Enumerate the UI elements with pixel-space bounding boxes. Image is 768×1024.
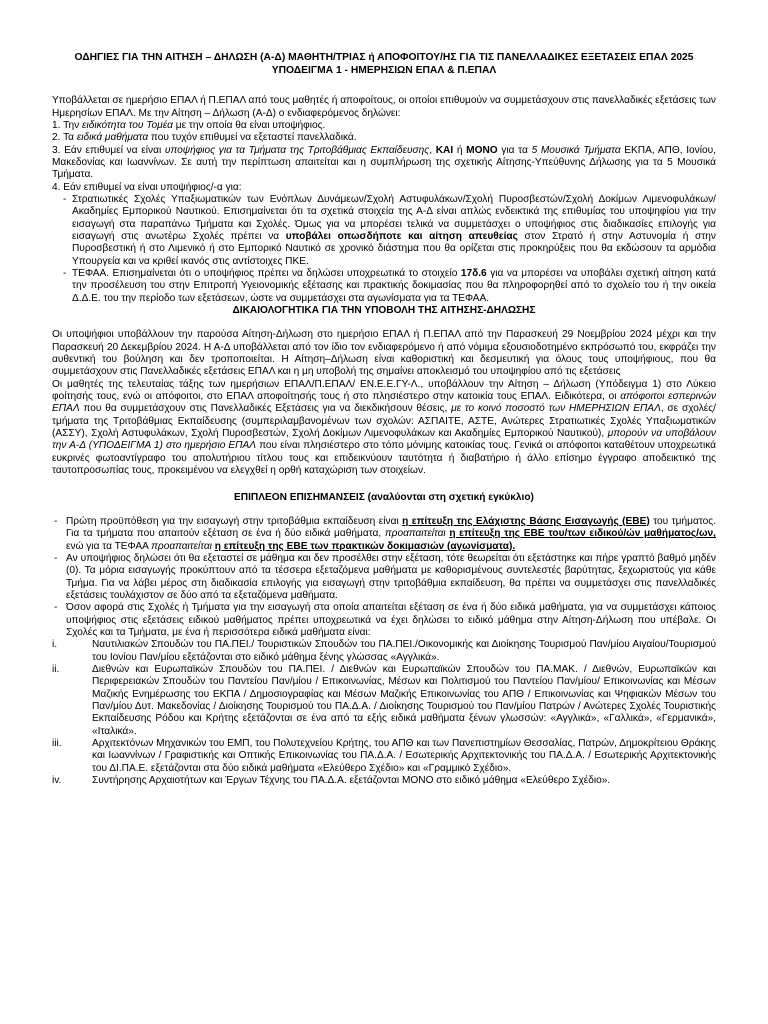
list-item: 2. Τα ειδικά μαθήματα που τυχόν επιθυμεί να εξεταστεί πανελλαδικά. bbox=[52, 132, 357, 144]
candidate-options-list bbox=[52, 194, 716, 305]
list-item: i. Ναυτιλιακών Σπουδών του ΠΑ.ΠΕΙ./ Τουριστικών Σπουδών του ΠΑ.ΠΕΙ./Οικονομικής και Διοίκησης Τουρισμού Παν/μίου Αιγαίου/Τουρισμού του Ιονίου Παν/μίου εξετάζονται στο ειδικό μάθημα ξένης γλώσσας «Αγγλικά». bbox=[52, 639, 716, 663]
declaration-list bbox=[52, 120, 716, 194]
paragraph: Οι υποψήφιοι υποβάλλουν την παρούσα Αίτηση-Δήλωση στο ημερήσιο ΕΠΑΛ ή Π.ΕΠΑΛ από την Παρασκευή 29 Νοεμβρίου 2024 μέχρι και την Παρασκευή 20 Δεκεμβρίου 2024. Η Α-Δ υποβάλλεται από τον ίδιο τον ενδιαφερόμενο ή από νόμιμα εξουσιοδοτημένο εκπρόσωπό του, εκφράζει την αυθεντική του βούληση και δεν τροποποιείται. Η Αίτηση–Δήλωση είναι καθοριστική και δεσμευτική για όλους τους υποψήφιους, που θα συμμετάσχουν στις Πανελλαδικές εξετάσεις ΕΠΑΛ και η μη υποβολή της σημαίνει αποκλεισμό του υποψηφίου από τις εξετάσεις bbox=[52, 329, 716, 378]
list-item: - Στρατιωτικές Σχολές Υπαξιωματικών των Ενόπλων Δυνάμεων/Σχολή Αστυφυλάκων/Σχολή Πυροσβεστών/Σχολή Δοκίμων Λιμενοφυλάκων/Ακαδημίες Εμπορικού Ναυτικού. Επισημαίνεται ότι τα σχετικά στοιχεία της Α-Δ είναι απλώς ενδεικτικά της επιθυμίας του υποψηφίου για την εισαγωγή στα παραπάνω Τμήματα και Σχολές. Όμως για να μπορέσει τελικά να συμμετάσχει ο υποψήφιος στις διαδικασίες επιλογής για εισαγωγή στις ανωτέρω Σχολές πρέπει να υποβάλει οπωσδήποτε και αίτηση απευθείας στον Στρατό ή στην Αστυνομία ή στην Πυροσβεστική ή στο Λιμενικό ή στο Εμπορικό Ναυτικό σε χρονικό διάστημα που θα ορίζεται στις προκηρύξεις που θα εκδώσουν τα αρμόδια Υπουργεία και να κριθεί ικανός στις αντίστοιχες ΠΚΕ. bbox=[52, 194, 716, 268]
list-item: iv. Συντήρησης Αρχαιοτήτων και Έργων Τέχνης του ΠΑ.Δ.Α. εξετάζονται ΜΟΝΟ στο ειδικό μάθημα «Ελεύθερο Σχέδιο». bbox=[52, 775, 611, 787]
section-heading: ΕΠΙΠΛΕΟΝ ΕΠΙΣΗΜΑΝΣΕΙΣ (αναλύονται στη σχετική εγκύκλιο) bbox=[234, 491, 534, 503]
notes-list bbox=[52, 516, 716, 639]
list-item: ii. Διεθνών και Ευρωπαϊκών Σπουδών του ΠΑ.ΠΕΙ. / Διεθνών και Ευρωπαϊκών Σπουδών του ΠΑ.ΜΑΚ. / Διεθνών, Ευρωπαϊκών και Περιφερειακών Σπουδών του Παντείου Παν/μίου / Επικοινωνίας, Μέσων και Πολιτισμού του Παντείου Παν/μίου/ Επικοινωνίας και Μέσων Μαζικής Ενημέρωσης του ΕΚΠΑ / Δημοσιογραφίας και Μέσων Μαζικής Επικοινωνίας του ΑΠΘ / Επικοινωνίας και Ψηφιακών Μέσων του Παν/μίου Δυτ. Μακεδονίας / Διοίκησης Τουρισμού του ΠΑ.Δ.Α. / Διοίκησης Τουρισμού του Παν/μίου Πατρών / Ανώτερες Σχολές Τουριστικής Εκπαίδευσης Ρόδου και Κρήτης εξετάζονται σε ένα από τα εξής ειδικά μαθήματα ξένων γλωσσών: «Αγγλικά», «Γαλλικά», «Γερμανικά», «Ιταλικά». bbox=[52, 663, 716, 737]
list-item: - ΤΕΦΑΑ. Επισημαίνεται ότι ο υποψήφιος πρέπει να δηλώσει υποχρεωτικά το στοιχείο 17δ.6 για να μπορέσει να υποβάλει σχετική αίτηση κατά την προσέλευση του στην Επιτροπή Υγειονομικής εξέτασης και πρακτικής δοκιμασίας που θα πληροφορηθεί από το σχολείο του ή την οικεία Δ.Δ.Ε. του την περίοδο των εξετάσεων, ώστε να συμμετάσχει στα αγωνίσματα για τα ΤΕΦΑΑ. bbox=[52, 268, 716, 305]
document-subtitle: ΥΠΟΔΕΙΓΜΑ 1 - ΗΜΕΡΗΣΙΩΝ ΕΠΑΛ & Π.ΕΠΑΛ bbox=[271, 64, 497, 76]
section-heading: ΔΙΚΑΙΟΛΟΓΗΤΙΚΑ ΓΙΑ ΤΗΝ ΥΠΟΒΟΛΗ ΤΗΣ ΑΙΤΗΣΗΣ-ΔΗΛΩΣΗΣ bbox=[232, 305, 536, 317]
list-item: 4. Εάν επιθυμεί να είναι υποψήφιος/-α για: bbox=[52, 181, 242, 193]
intro-paragraph: Υποβάλλεται σε ημερήσιο ΕΠΑΛ ή Π.ΕΠΑΛ από τους μαθητές ή αποφοίτους, οι οποίοι επιθυμούν να συμμετάσχουν στις πανελλαδικές εξετάσεις των Ημερησίων ΕΠΑΛ. Με την Αίτηση – Δήλωση (Α-Δ) ο ενδιαφερόμενος δηλώνει: bbox=[52, 95, 716, 119]
list-item: - Αν υποψήφιος δηλώσει ότι θα εξεταστεί σε μάθημα και δεν προσέλθει στην εξέταση, τότε θεωρείται ότι εξετάστηκε και πήρε γραπτό βαθμό μηδέν (0). Τα μόρια εισαγωγής προκύπτουν από τα τέσσερα εξεταζόμενα μαθήματα με καθορισμένους συντελεστές βαρύτητας, ξεχωριστούς για κάθε Τμήμα. Για να λάβει μέρος στη διαδικασία επιλογής για εισαγωγή στην τριτοβάθμια εκπαίδευση, θα πρέπει να συμμετάσχει στις πανελλαδικές εξετάσεις τουλάχιστον σε δύο από τα εξεταζόμενα μαθήματα. bbox=[52, 553, 716, 602]
list-item: 3. Εάν επιθυμεί να είναι υποψήφιος για τα Τμήματα της Τριτοβάθμιας Εκπαίδευσης, ΚΑΙ ή ΜΟΝΟ για τα 5 Μουσικά Τμήματα ΕΚΠΑ, ΑΠΘ, Ιονίου, Μακεδονίας και Ιωαννίνων. Σε αυτή την περίπτωση απαιτείται και η συμπλήρωση της σχετικής Αίτησης-Υπεύθυνης Δήλωσης για τα 5 Μουσικά Τμήματα. bbox=[52, 144, 716, 181]
paragraph: Οι μαθητές της τελευταίας τάξης των ημερήσιων ΕΠΑΛ/Π.ΕΠΑΛ/ ΕΝ.Ε.Ε.ΓΥ-Λ., υποβάλλουν την Αίτηση – Δήλωση (Υπόδειγμα 1) στο Λύκειο φοίτησής τους, ενώ οι απόφοιτοι, στο ΕΠΑΛ αποφοίτησής τους ή στο πλησιέστερο στην κατοικία τους ΕΠΑΛ. Ειδικότερα, οι απόφοιτοι εσπερινών ΕΠΑΛ που θα συμμετάσχουν στις Πανελλαδικές Εξετάσεις για να διεκδικήσουν θέσεις, με το κοινό ποσοστό των ΗΜΕΡΗΣΙΩΝ ΕΠΑΛ, σε σχολές/τμήματα της Τριτοβάθμιας Εκπαίδευσης (συμπεριλαμβανομένων των σχολών: ΑΣΠΑΙΤΕ, ΑΣΤΕ, Ανώτερες Στρατιωτικές Σχολές Υπαξιωματικών (ΑΣΣΥ), Σχολή Αστυφυλάκων, Σχολή Πυροσβεστών, Σχολή Δοκίμων Λιμενοφυλάκων και Ακαδημίες Εμπορικού Ναυτικού), μπορούν να υποβάλουν την Α-Δ (ΥΠΟΔΕΙΓΜΑ 1) στο ημερήσιο ΕΠΑΛ που είναι πλησιέστερο στο τόπο μόνιμης κατοικίας τους. Γενικά οι απόφοιτοι καταθέτουν υποχρεωτικά ευκρινές φωτοαντίγραφο του απολυτήριου τίτλου τους και επιδεικνύουν ταυτότητα ή διαβατήριο ή άλλο επίσημο έγγραφο αποδεικτικό της ταυτοπροσωπίας τους, προκειμένου να ελεγχθεί η ορθή καταχώριση των στοιχείων. bbox=[52, 378, 717, 477]
list-item: - Όσον αφορά στις Σχολές ή Τμήματα για την εισαγωγή στα οποία απαιτείται εξέταση σε ένα ή δύο ειδικά μαθήματα, για να συμμετάσχει κάποιος υποψήφιος στις εξετάσεις ειδικού μαθήματος πρέπει υποχρεωτικά να έχει δηλώσει το ειδικό μάθημα στην Αίτηση-Δήλωση που υπέβαλε. Οι Σχολές και τα Τμήματα, με ένα ή περισσότερα ειδικά μαθήματα είναι: bbox=[52, 602, 716, 639]
list-item: - Πρώτη προϋπόθεση για την εισαγωγή στην τριτοβάθμια εκπαίδευση είναι η επίτευξη της Ελάχιστης Βάσης Εισαγωγής (ΕΒΕ) του τμήματος. Για τα τμήματα που απαιτούν εξέταση σε ένα ή δύο ειδικά μαθήματα, προαπαιτείται η επίτευξη της ΕΒΕ του/των ειδικού/ών μαθήματος/ων, ενώ για τα ΤΕΦΑΑ προαπαιτείται η επίτευξη της ΕΒΕ των πρακτικών δοκιμασιών (αγωνίσματα). bbox=[52, 516, 716, 553]
list-item: 1. Την ειδικότητα του Τομέα με την οποία θα είναι υποψήφιος. bbox=[52, 119, 326, 131]
document-title: ΟΔΗΓΙΕΣ ΓΙΑ ΤΗΝ ΑΙΤΗΣΗ – ΔΗΛΩΣΗ (Α-Δ) ΜΑΘΗΤΗ/ΤΡΙΑΣ ή ΑΠΟΦΟΙΤΟΥ/ΗΣ ΓΙΑ ΤΙΣ ΠΑΝΕΛΛΑΔΙΚΕΣ ΕΞΕΤΑΣΕΙΣ ΕΠΑΛ 2025 bbox=[74, 52, 694, 63]
departments-list bbox=[52, 639, 716, 787]
list-item: iii. Αρχιτεκτόνων Μηχανικών του ΕΜΠ, του Πολυτεχνείου Κρήτης, του ΑΠΘ και των Πανεπιστημίων Θεσσαλίας, Πατρών, Δημοκρίτειου Θράκης και Ιωαννίνων / Γραφιστικής και Οπτικής Επικοινωνίας του ΠΑ.Δ.Α. / Εσωτερικής Αρχιτεκτονικής του ΠΑ.Δ.Α. / Εσωτερικής Αρχιτεκτονικής του ΔΙ.ΠΑ.Ε. εξετάζονται στα δύο ειδικά μαθήματα «Ελεύθερο Σχέδιο» και «Γραμμικό Σχέδιο». bbox=[52, 738, 716, 774]
